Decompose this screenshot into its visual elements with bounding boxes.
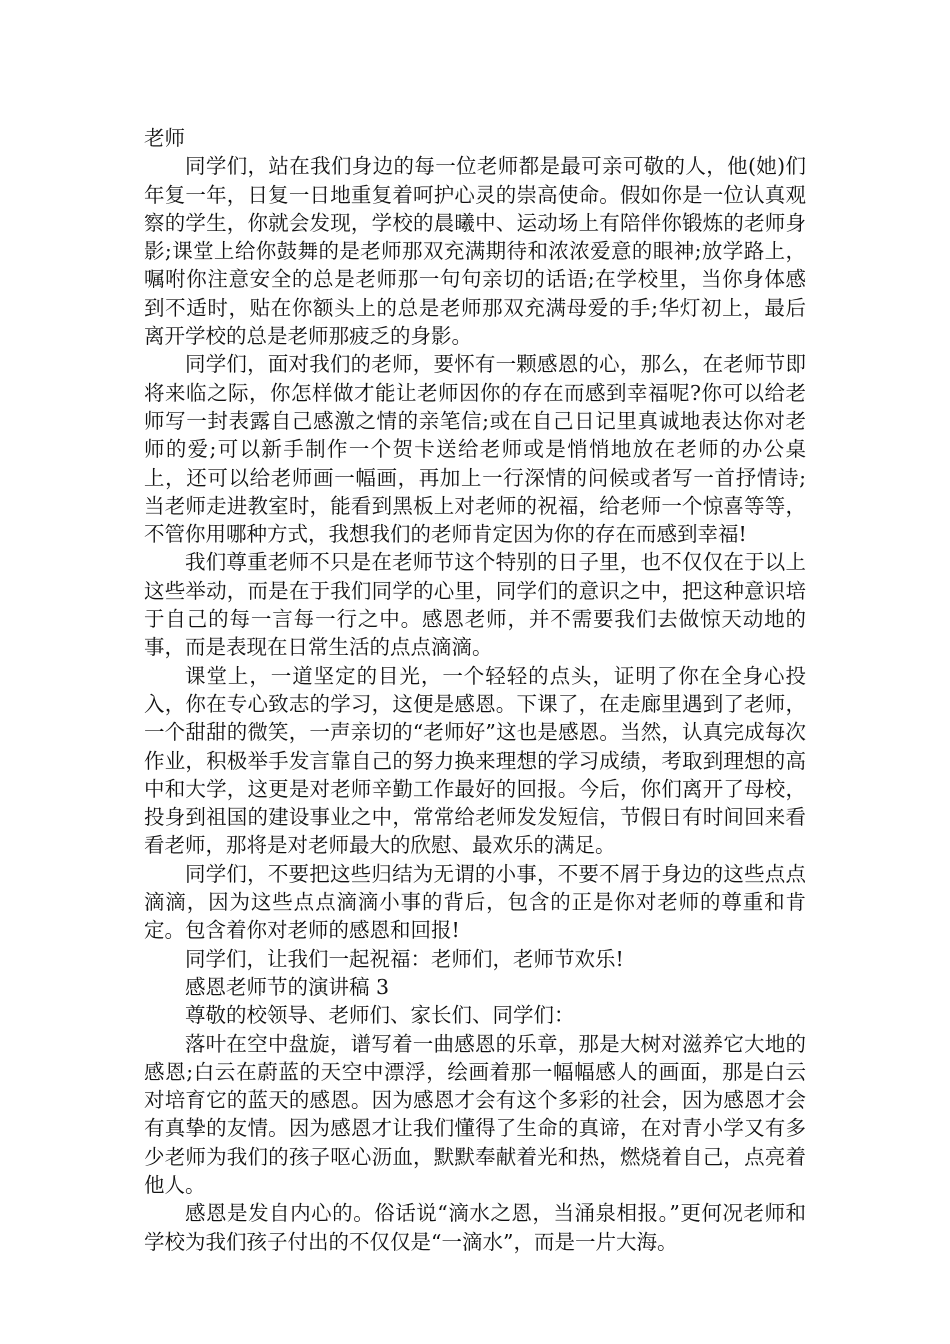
paragraph: 同学们，不要把这些归结为无谓的小事，不要不屑于身边的这些点点滴滴，因为这些点点滴滴小事的背后，包含的正是你对老师的尊重和肯定。包含着你对老师的感恩和回报! [144,861,806,943]
paragraph: 同学们，让我们一起祝福：老师们，老师节欢乐! [185,946,624,971]
paragraph: 我们尊重老师不只是在老师节这个特别的日子里，也不仅仅在于以上这些举动，而是在于我们同学的心里，同学们的意识之中，把这种意识培于自己的每一言每一行之中。感恩老师，并不需要我们去做惊天动地的事，而是表现在日常生活的点点滴滴。 [144,550,806,660]
paragraph: 落叶在空中盘旋，谱写着一曲感恩的乐章，那是大树对滋养它大地的感恩;白云在蔚蓝的天空中漂浮，绘画着那一幅幅感人的画面，那是白云对培育它的蓝天的感恩。因为感恩才会有这个多彩的社会，因为感恩才会有真挚的友情。因为感恩才让我们懂得了生命的真谛，在对青小学又有多少老师为我们的孩子呕心沥血，默默奉献着光和热，燃烧着自己，点亮着他人。 [144,1031,806,1197]
doc-heading: 老师 [144,126,185,150]
salutation: 尊敬的校领导、老师们、家长们、同学们： [185,1003,575,1028]
document-page [144,124,806,1256]
paragraph: 同学们，面对我们的老师，要怀有一颗感恩的心，那么，在老师节即将来临之际，你怎样做才能让老师因你的存在而感到幸福呢?你可以给老师写一封表露自己感激之情的亲笔信;或在自己日记里真诚地表达你对老师的爱;可以新手制作一个贺卡送给老师或是悄悄地放在老师的办公桌上，还可以给老师画一幅画，再加上一行深情的问候或者写一首抒情诗;当老师走进教室时，能看到黑板上对老师的祝福，给老师一个惊喜等等，不管你用哪种方式，我想我们的老师肯定因为你的存在而感到幸福! [144,352,806,547]
speech-title: 感恩老师节的演讲稿 3 [185,974,390,999]
paragraph: 课堂上，一道坚定的目光，一个轻轻的点头，证明了你在全身心投入，你在专心致志的学习，这便是感恩。下课了，在走廊里遇到了老师，一个甜甜的微笑，一声亲切的“老师好”这也是感恩。当然，认真完成每次作业，积极举手发言靠自己的努力换来理想的学习成绩，考取到理想的高中和大学，这更是对老师辛勤工作最好的回报。今后，你们离开了母校，投身到祖国的建设事业之中，常常给老师发发短信，节假日有时间回来看看老师，那将是对老师最大的欣慰、最欢乐的满足。 [144,663,806,858]
paragraph: 同学们，站在我们身边的每一位老师都是最可亲可敬的人，他(她)们年复一年，日复一日地重复着呵护心灵的崇高使命。假如你是一位认真观察的学生，你就会发现，学校的晨曦中、运动场上有陪伴你锻炼的老师身影;课堂上给你鼓舞的是老师那双充满期待和浓浓爱意的眼神;放学路上，嘱咐你注意安全的总是老师那一句句亲切的话语;在学校里，当你身体感到不适时，贴在你额头上的总是老师那双充满母爱的手;华灯初上，最后离开学校的总是老师那疲乏的身影。 [144,154,806,349]
paragraph: 感恩是发自内心的。俗话说“滴水之恩，当涌泉相报。”更何况老师和学校为我们孩子付出的不仅仅是“一滴水”，而是一片大海。 [144,1201,806,1254]
